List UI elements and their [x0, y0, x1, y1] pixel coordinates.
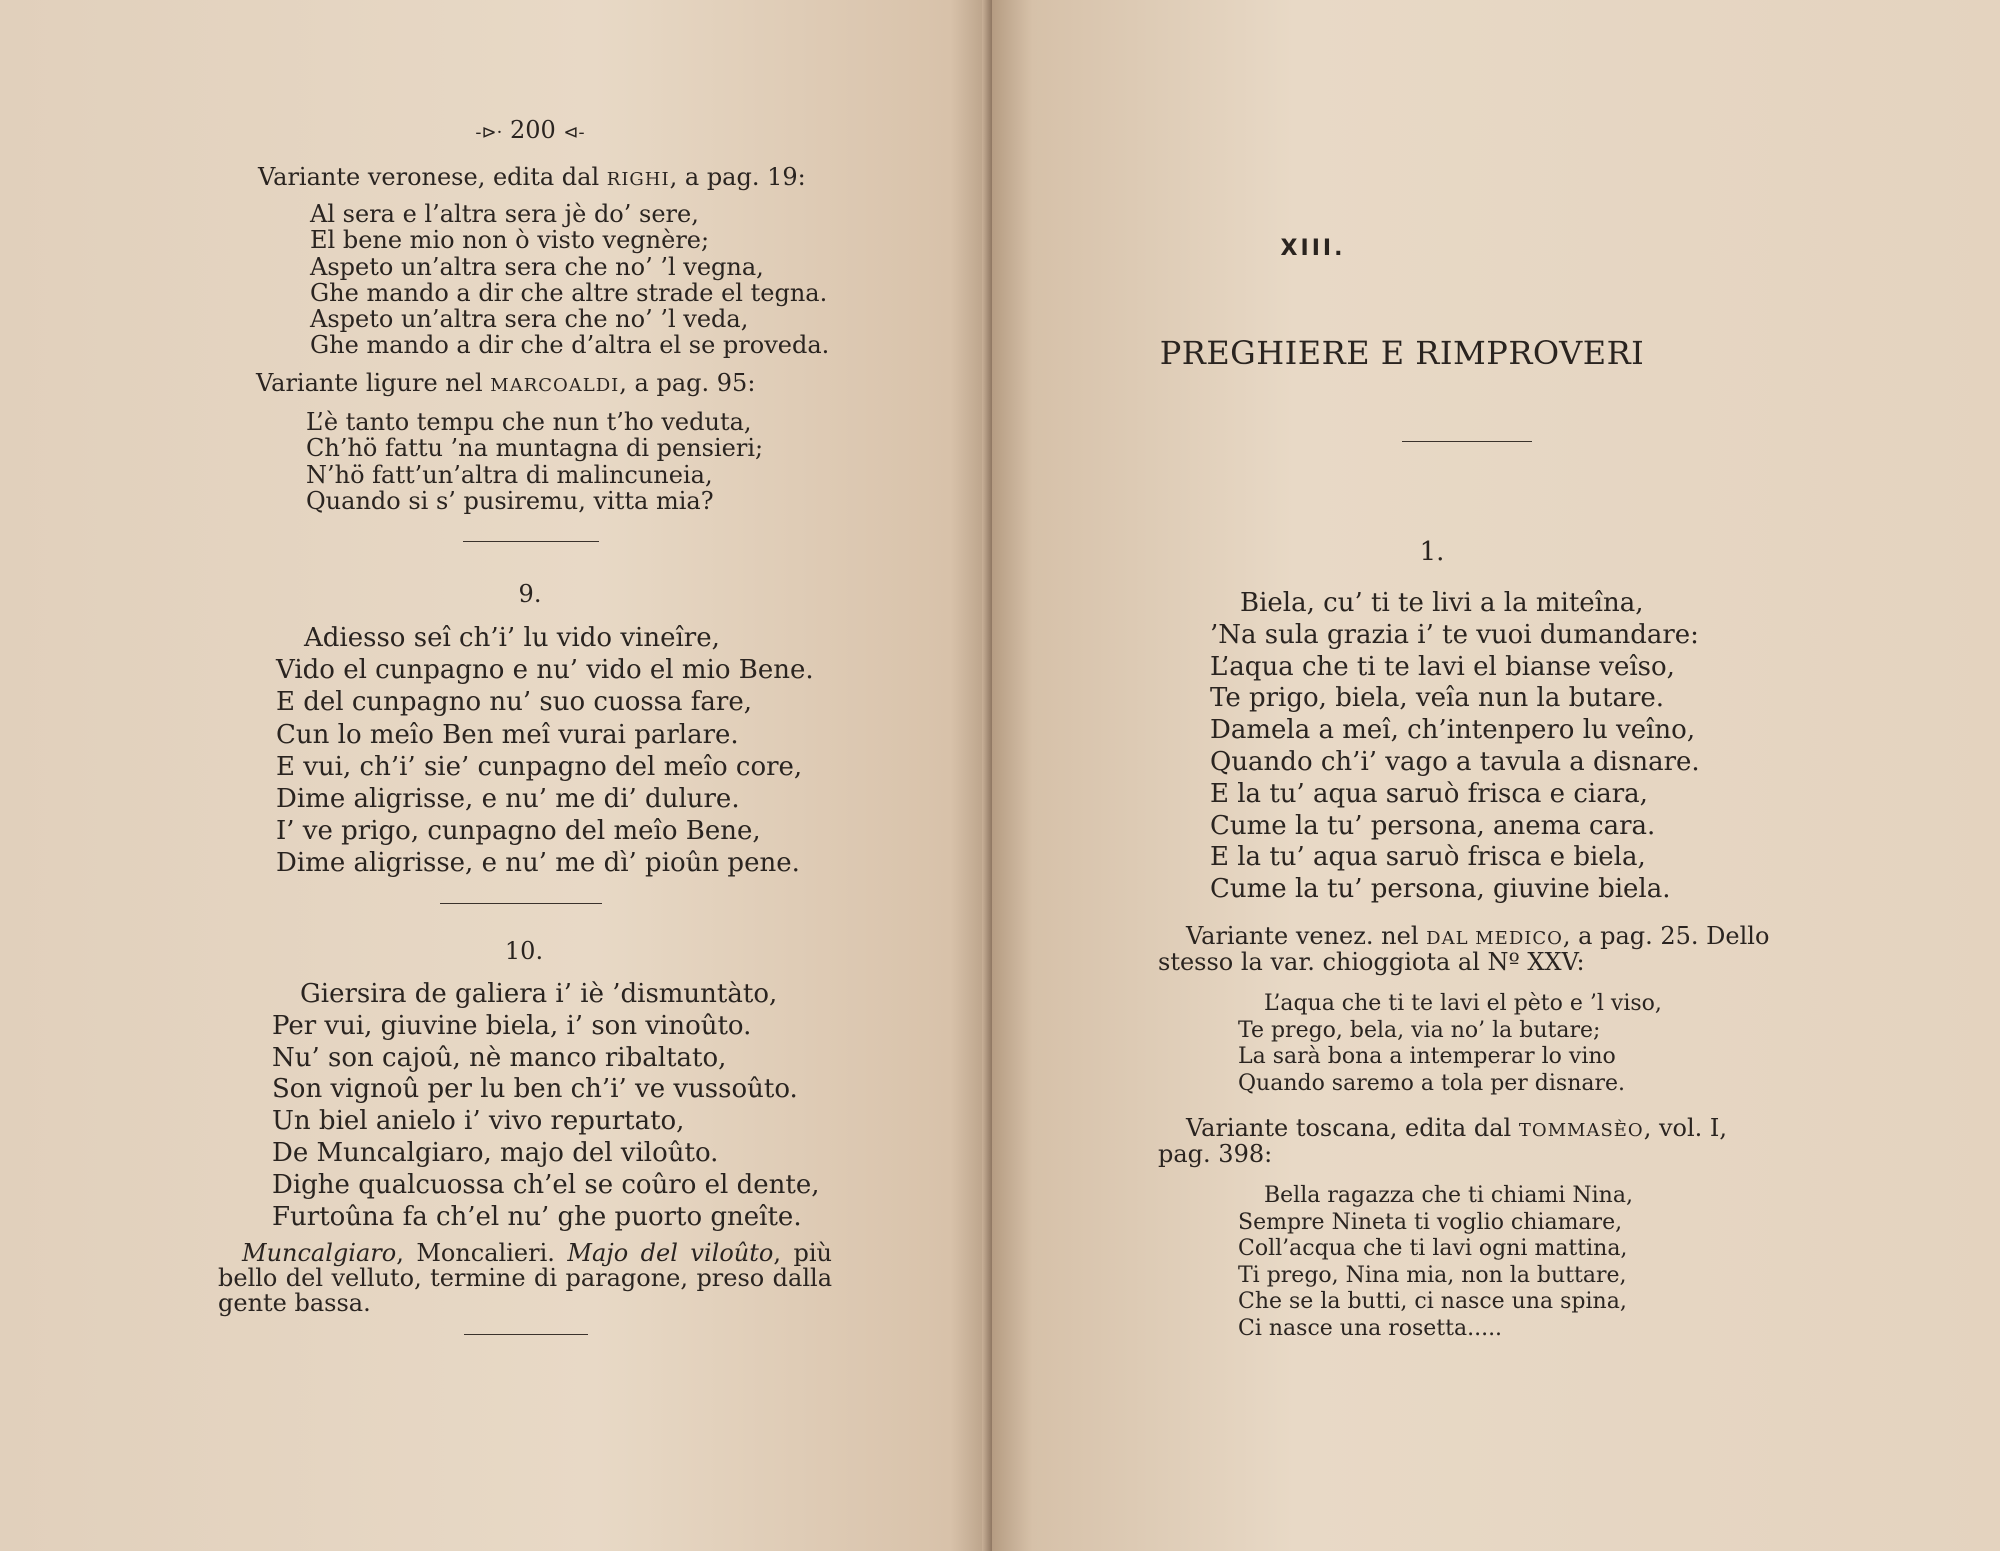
footnote-term: Muncalgiaro: [242, 1239, 397, 1267]
title-divider: [1402, 441, 1532, 442]
poem-line: La sarà bona a intemperar lo vino: [1238, 1044, 1616, 1069]
poem-line: Cume la tu’ persona, anema cara.: [1210, 810, 1656, 841]
section-divider: [440, 903, 602, 904]
poem-line: Dime aligrisse, e nu’ me dì’ pioûn pene.: [276, 848, 800, 879]
poem-line: Damela a meî, ch’intenpero lu veîno,: [1210, 715, 1696, 746]
poem-line: Cume la tu’ persona, giuvine biela.: [1210, 874, 1671, 905]
poem-line: E la tu’ aqua saruò frisca e ciara,: [1210, 778, 1648, 809]
section-number-1: 1.: [1419, 537, 1445, 567]
variant-toscana-heading: Variante toscana, edita dal TOMMASÈO, vol. I,: [1186, 1114, 1727, 1142]
variant-toscana-heading-line2: pag. 398:: [1158, 1140, 1273, 1168]
poem-line: L’aqua che ti te lavi el pèto e ’l viso,: [1264, 991, 1662, 1016]
section-divider: [464, 1334, 588, 1335]
poem-line: Furtoûna fa ch’el nu’ ghe puorto gneîte.: [272, 1201, 802, 1232]
poem-line: E vui, ch’i’ sie’ cunpagno del meîo core,: [276, 751, 803, 782]
poem-line: Quando saremo a tola per disnare.: [1238, 1070, 1626, 1096]
poem-line: N’hö fatt’un’altra di malincuneia,: [306, 460, 713, 489]
footnote: Muncalgiaro, Moncalieri. Majo del viloûto, più bello del velluto, termine di paragone, preso dalla gente bassa.: [218, 1239, 832, 1317]
poem-line: Vido el cunpagno e nu’ vido el mio Bene.: [276, 655, 814, 686]
poem-line: Aspeto un’altra sera che no’ ’l veda,: [310, 305, 749, 334]
poem-line: E del cunpagno nu’ suo cuossa fare,: [276, 687, 752, 718]
right-page: [992, 0, 2000, 1551]
poem-section-10: [272, 979, 820, 1233]
poem-line: Ci nasce una rosetta.....: [1238, 1315, 1503, 1341]
section-number-10: 10.: [504, 937, 544, 965]
poem-line: Un biel anielo i’ vivo repurtato,: [272, 1106, 685, 1137]
poem-line: Bella ragazza che ti chiami Nina,: [1264, 1183, 1633, 1208]
chapter-title: PREGHIERE E RIMPROVERI: [1159, 334, 1645, 372]
poem-line: ’Na sula grazia i’ te vuoi dumandare:: [1210, 619, 1699, 650]
poem-line: Ti prego, Nina mia, non la buttare,: [1238, 1262, 1627, 1288]
poem-line: Dime aligrisse, e nu’ me di’ dulure.: [276, 784, 740, 815]
poem-line: Quando si s’ pusiremu, vitta mia?: [306, 486, 714, 515]
variant-veronese-heading: Variante veronese, edita dal RIGHI, a pag. 19:: [258, 163, 806, 191]
poem-line: Quando ch’i’ vago a tavula a disnare.: [1210, 746, 1700, 777]
poem-line: Per vui, giuvine biela, i’ son vinoûto.: [272, 1010, 752, 1041]
chapter-number: XIII.: [1280, 236, 1346, 261]
poem-line: Ghe mando a dir che d’altra el se proveda.: [310, 331, 830, 360]
poem-line: L’è tanto tempu che nun t’ho veduta,: [306, 408, 752, 436]
poem-line: Aspeto un’altra sera che no’ ’l vegna,: [310, 252, 764, 281]
poem-section-9: [276, 622, 814, 880]
variant-venez-heading-line2: stesso la var. chioggiota al Nº XXV:: [1158, 948, 1585, 976]
variant-venez-heading: Variante venez. nel DAL MEDICO, a pag. 25. Dello: [1186, 922, 1770, 950]
poem-line: Che se la butti, ci nasce una spina,: [1238, 1289, 1627, 1314]
poem-venez: [1238, 991, 1662, 1097]
page-number: -⊳· 200 ⊲-: [475, 116, 585, 144]
poem-line: Te prego, bela, via no’ la butare;: [1238, 1017, 1601, 1043]
poem-line: Giersira de galiera i’ iè ’dismuntàto,: [300, 979, 778, 1009]
poem-line: Adiesso seî ch’i’ lu vido vineîre,: [304, 623, 720, 653]
poem-line: Coll’acqua che ti lavi ogni mattina,: [1238, 1236, 1628, 1261]
poem-section-1: [1210, 588, 1700, 906]
poem-line: Ch’hö fattu ’na muntagna di pensieri;: [306, 434, 764, 463]
poem-toscana: [1238, 1183, 1633, 1342]
poem-line: Dighe qualcuossa ch’el se coûro el dente,: [272, 1169, 820, 1200]
poem-veronese: [310, 201, 829, 359]
poem-line: El bene mio non ò visto vegnère;: [310, 226, 710, 255]
poem-line: Sempre Nineta ti voglio chiamare,: [1238, 1209, 1623, 1235]
section-divider: [463, 541, 599, 542]
footnote-term: Majo del viloûto: [567, 1239, 774, 1267]
poem-line: De Muncalgiaro, majo del viloûto.: [272, 1137, 719, 1168]
poem-line: E la tu’ aqua saruò frisca e biela,: [1210, 842, 1646, 873]
poem-line: Cun lo meîo Ben meî vurai parlare.: [276, 719, 739, 750]
poem-line: Ghe mando a dir che altre strade el tegna.: [310, 278, 828, 307]
variant-ligure-heading: Variante ligure nel MARCOALDI, a pag. 95:: [256, 369, 756, 397]
left-page: [0, 0, 990, 1551]
poem-line: L’aqua che ti te lavi el bianse veîso,: [1210, 651, 1675, 682]
poem-line: I’ ve prigo, cunpagno del meîo Bene,: [276, 816, 761, 847]
poem-line: Al sera e l’altra sera jè do’ sere,: [310, 200, 699, 228]
poem-line: Son vignoû per lu ben ch’i’ ve vussoûto.: [272, 1074, 798, 1105]
poem-line: Biela, cu’ ti te livi a la miteîna,: [1240, 588, 1644, 618]
section-number-9: 9.: [518, 580, 542, 608]
poem-ligure: [306, 409, 763, 514]
poem-line: Te prigo, biela, veîa nun la butare.: [1210, 683, 1665, 714]
poem-line: Nu’ son cajoû, nè manco ribaltato,: [272, 1042, 727, 1073]
